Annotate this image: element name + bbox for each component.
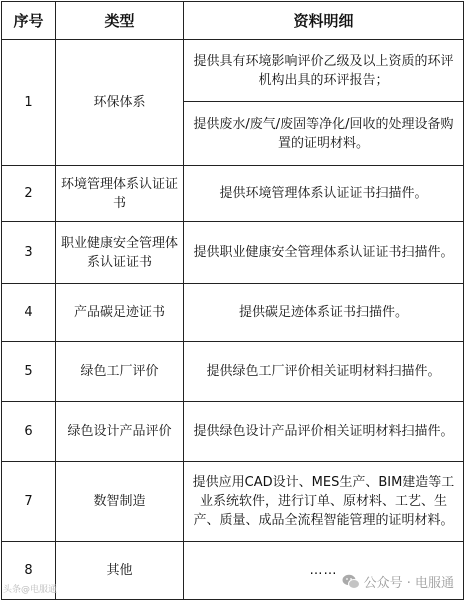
row-no: 5 (2, 342, 56, 402)
watermark-right-text: 公众号 · 电服通 (363, 576, 454, 591)
row-type: 产品碳足迹证书 (56, 284, 184, 342)
table-row (2, 40, 464, 102)
table-row (2, 166, 464, 222)
row-no: 4 (2, 284, 56, 342)
row-type: 其他 (56, 542, 184, 600)
table-row (2, 402, 464, 462)
watermark-right (342, 572, 454, 591)
table-row (2, 284, 464, 342)
row-type: 数智制造 (56, 462, 184, 542)
row-type: 环境管理体系认证证书 (56, 166, 184, 222)
row-detail: 提供职业健康安全管理体系认证证书扫描件。 (184, 222, 464, 284)
row-detail: 提供碳足迹体系证书扫描件。 (184, 284, 464, 342)
row-type: 绿色工厂评价 (56, 342, 184, 402)
row-detail: 提供废水/废气/废固等净化/回收的处理设备购置的证明材料。 (184, 102, 464, 166)
header-detail: 资料明细 (184, 2, 464, 40)
wechat-icon (342, 574, 360, 590)
row-detail: 提供具有环境影响评价乙级及以上资质的环评机构出具的环评报告； (184, 40, 464, 102)
row-no: 1 (2, 40, 56, 166)
row-detail: …… (184, 542, 464, 600)
row-no: 3 (2, 222, 56, 284)
requirements-table (1, 1, 464, 600)
table-row (2, 222, 464, 284)
row-type: 绿色设计产品评价 (56, 402, 184, 462)
row-no: 2 (2, 166, 56, 222)
table-row (2, 342, 464, 402)
row-no: 7 (2, 462, 56, 542)
row-no: 6 (2, 402, 56, 462)
row-detail: 提供绿色设计产品评价相关证明材料扫描件。 (184, 402, 464, 462)
row-detail: 提供环境管理体系认证证书扫描件。 (184, 166, 464, 222)
row-no: 8 (2, 542, 56, 600)
table-header-row (2, 2, 464, 40)
header-no: 序号 (2, 2, 56, 40)
row-type: 环保体系 (56, 40, 184, 166)
row-detail: 提供绿色工厂评价相关证明材料扫描件。 (184, 342, 464, 402)
row-type: 职业健康安全管理体系认证证书 (56, 222, 184, 284)
header-type: 类型 (56, 2, 184, 40)
table-row (2, 462, 464, 542)
watermark-left: 头条@电服通 (3, 585, 58, 595)
row-detail: 提供应用CAD设计、MES生产、BIM建造等工业系统软件，进行订单、原材料、工艺、生产、质量、成品全流程智能管理的证明材料。 (184, 462, 464, 542)
